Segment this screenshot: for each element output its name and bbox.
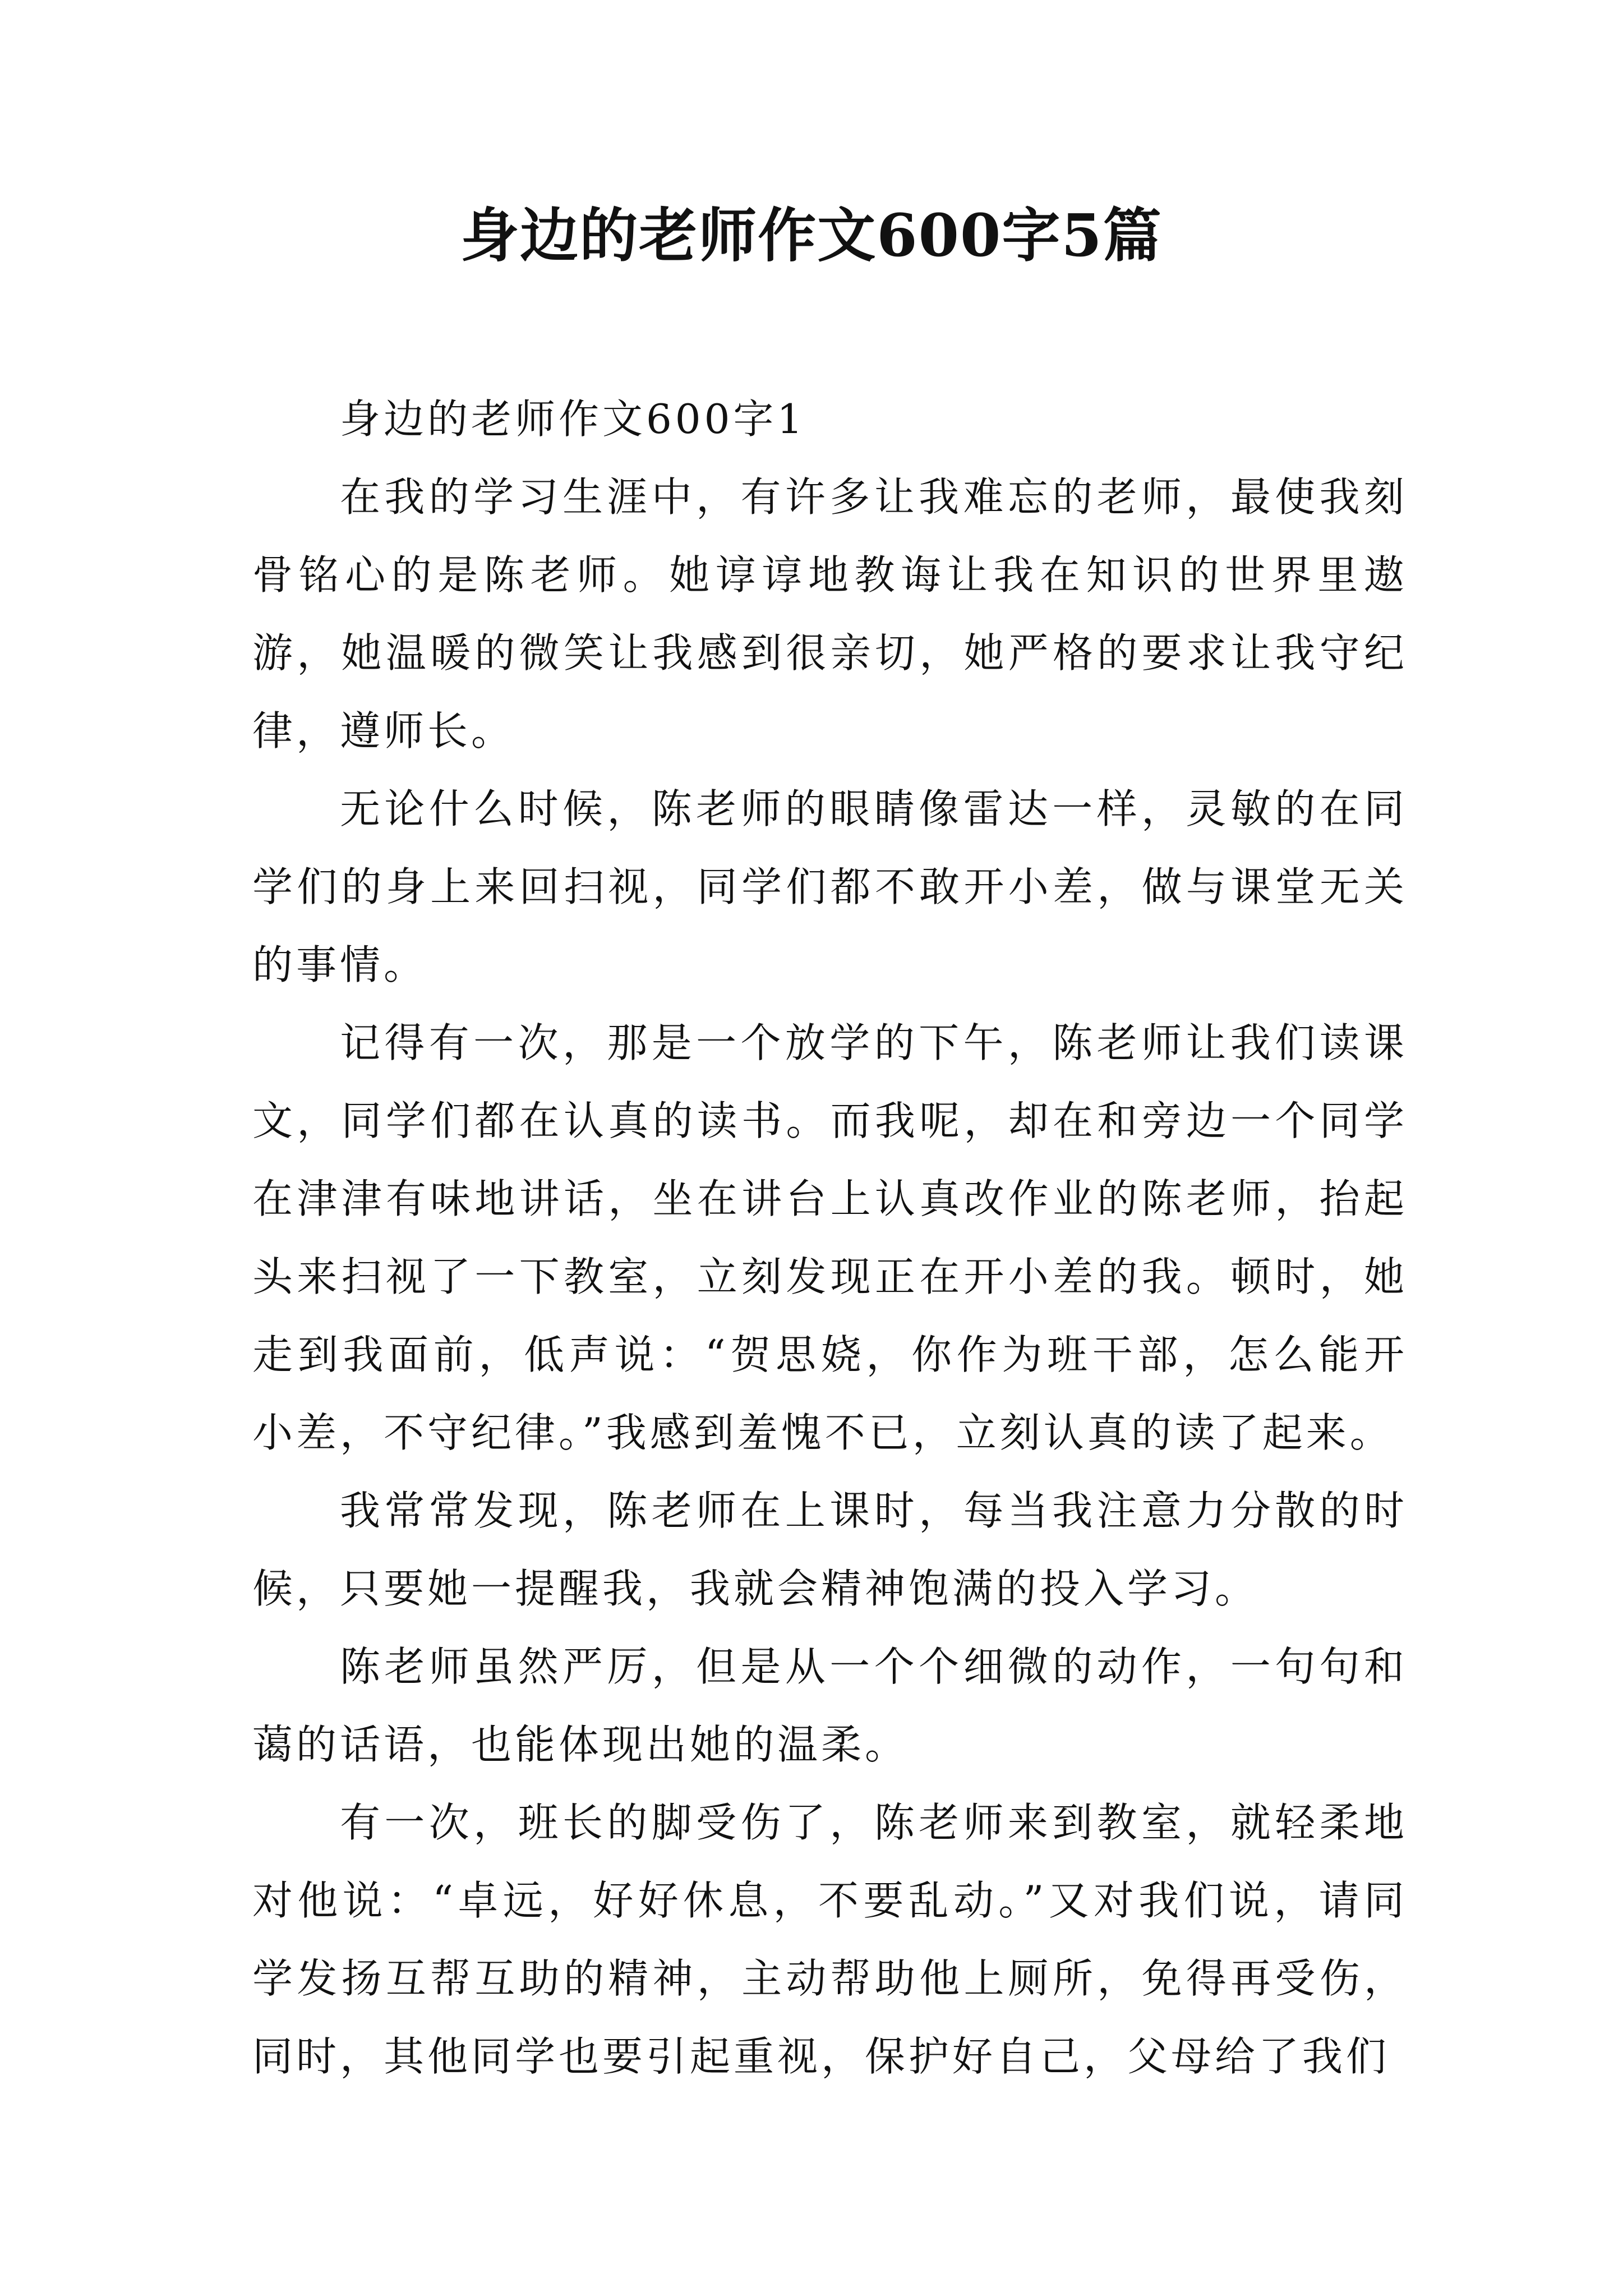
- document-body: [252, 380, 1408, 2096]
- paragraph: 陈老师虽然严厉，但是从一个个细微的动作，一句句和蔼的话语，也能体现出她的温柔。: [252, 1643, 1408, 1768]
- paragraph: 有一次，班长的脚受伤了，陈老师来到教室，就轻柔地对他说：“卓远，好好休息，不要乱动。”又对我们说，请同学发扬互帮互助的精神，主动帮助他上厕所，免得再受伤，同时，其他同学也要引起重视，保护好自己，父母给了我们: [252, 1799, 1408, 2080]
- document-title: 身边的老师作文600字5篇: [460, 201, 1163, 270]
- essay-heading: 身边的老师作文600字1: [340, 395, 806, 443]
- paragraph: 无论什么时候，陈老师的眼睛像雷达一样，灵敏的在同学们的身上来回扫视，同学们都不敢开小差，做与课堂无关的事情。: [252, 785, 1408, 988]
- paragraph: 在我的学习生涯中，有许多让我难忘的老师，最使我刻骨铭心的是陈老师。她谆谆地教诲让我在知识的世界里遨游，她温暖的微笑让我感到很亲切，她严格的要求让我守纪律，遵师长。: [252, 473, 1408, 754]
- paragraph: 记得有一次，那是一个放学的下午，陈老师让我们读课文，同学们都在认真的读书。而我呢，却在和旁边一个同学在津津有味地讲话，坐在讲台上认真改作业的陈老师，抬起头来扫视了一下教室，立刻发现正在开小差的我。顿时，她走到我面前，低声说：“贺思娆，你作为班干部，怎么能开小差，不守纪律。”我感到羞愧不已，立刻认真的读了起来。: [252, 1019, 1408, 1456]
- paragraph: 我常常发现，陈老师在上课时，每当我注意力分散的时候，只要她一提醒我，我就会精神饱满的投入学习。: [252, 1487, 1408, 1612]
